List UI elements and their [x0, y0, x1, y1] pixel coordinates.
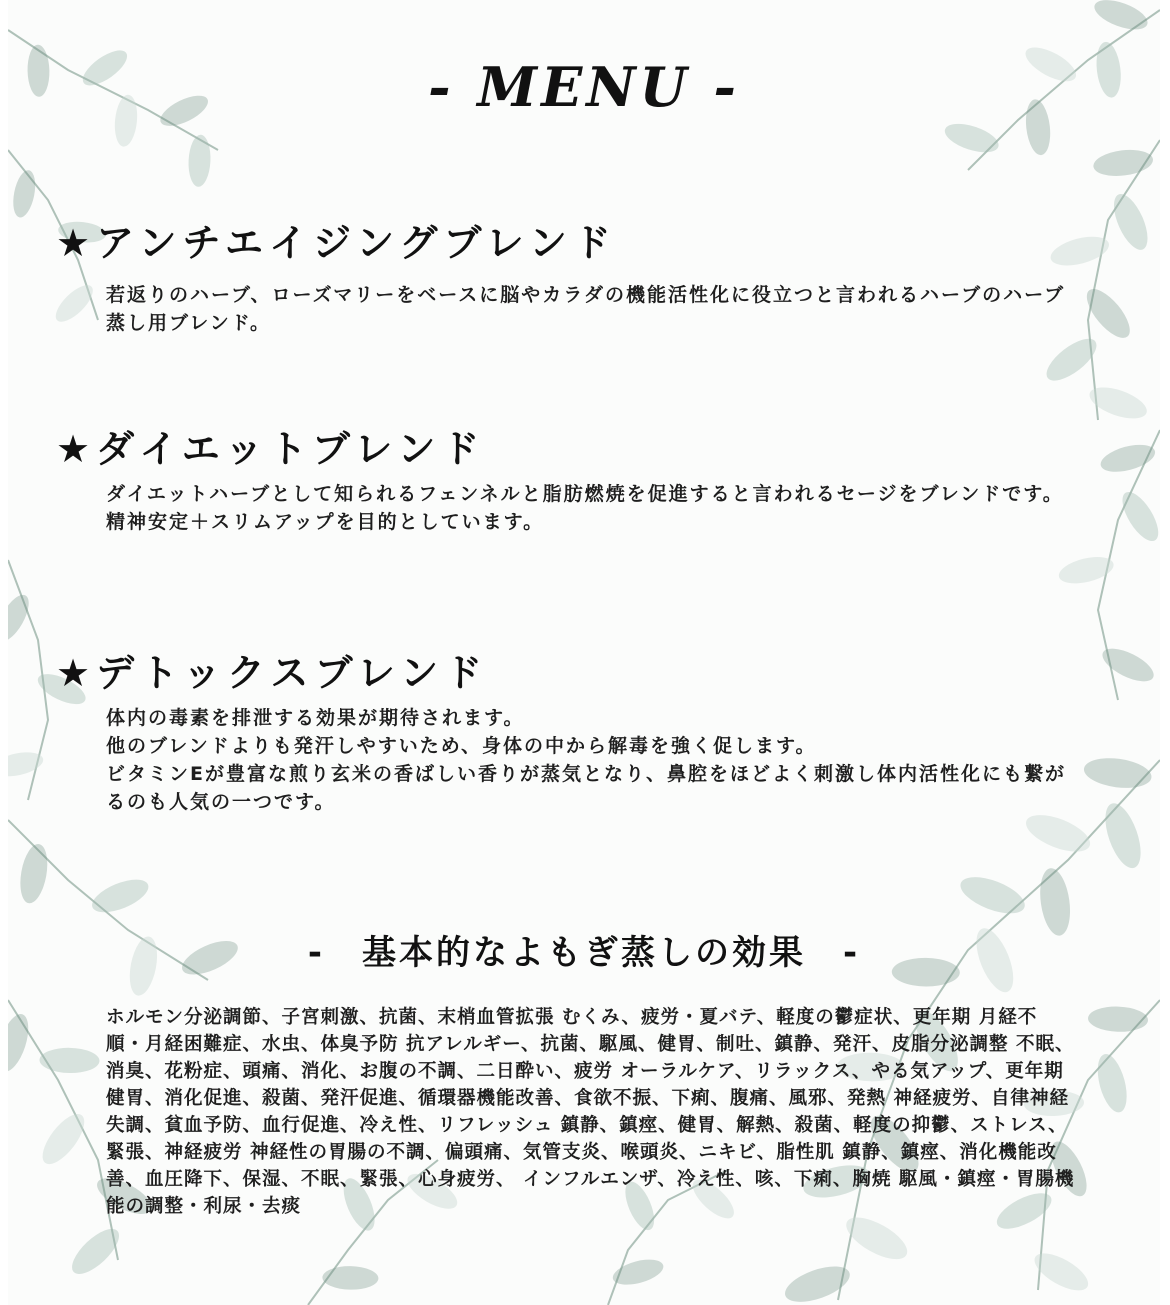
heading-diet-blend: ★ダイエットブレンド	[56, 427, 486, 471]
heading-anti-aging-blend: ★アンチエイジングブレンド	[56, 221, 617, 265]
leaf-shape	[10, 168, 39, 219]
leaf-shape	[610, 1255, 666, 1290]
description-detox-blend	[106, 704, 1076, 816]
leaf-shape	[50, 279, 98, 327]
leaf-shape	[1098, 440, 1158, 477]
description-line: 他のブレンドよりも発汗しやすいため、身体の中から解毒を強く促します。	[106, 735, 817, 757]
leaf-shape	[322, 1266, 378, 1291]
leaf-shape	[1029, 1246, 1094, 1298]
description-diet-blend	[106, 480, 1076, 536]
vine-stem	[8, 1000, 118, 1260]
heading-detox-blend: ★デトックスブレンド	[56, 651, 489, 695]
description-line: ダイエットハーブとして知られるフェンネルと脂肪燃焼を促進すると言われるセージをブレンドです。	[106, 483, 1064, 505]
description-line: ビタミンEが豊富な煎り玄米の香ばしい香りが蒸気となり、鼻腔をほどよく刺激し体内活性化にも繋がるのも人気の一つです。	[106, 763, 1066, 813]
leaf-shape	[1092, 1051, 1132, 1115]
heading-yomogi-steam-effects: - 基本的なよもぎ蒸しの効果 -	[307, 933, 861, 973]
leaf-shape	[941, 118, 1002, 158]
leaf-shape	[1056, 552, 1116, 588]
leaf-shape	[65, 1222, 126, 1281]
vine-stem	[8, 560, 48, 800]
leaf-shape	[39, 1047, 99, 1073]
leaf-shape	[1091, 0, 1152, 35]
leaf-shape	[1040, 331, 1103, 388]
leaf-shape	[8, 1010, 34, 1075]
description-line: 精神安定＋スリムアップを目的としています。	[106, 511, 545, 533]
leaf-shape	[1098, 799, 1148, 873]
yomogi-steam-effects-list: ホルモン分泌調節、子宮刺激、抗菌、末梢血管拡張 むくみ、疲労・夏バテ、軽度の鬱症状、更年期 月経不順・月経困難症、水虫、体臭予防 抗アレルギー、抗菌、駆風、健胃、制吐、鎮静、発汗、皮脂分泌調整 不眠、消臭、花粉症、頭痛、消化、お腹の不調、二日酔い、疲労 オーラルケア、リラックス、やる気アップ、更年期 健胃、消化促進、殺菌、発汗促進、循環器機能改善、食欲不振、下痢、腹痛、風邪、発熱 神経疲労、自律神経失調、貧血予防、血行促進、冷え性、リフレッシュ 鎮静、鎮痙、健胃、解熱、殺菌、軽度の抑鬱、ストレス、緊張、神経疲労 神経性の胃腸の不調、偏頭痛、気管支炎、喉頭炎、ニキビ、脂性肌 鎮静、鎮痙、消化機能改善、血圧降下、保湿、不眠、緊張、心身疲労、 インフルエンザ、冷え性、咳、下痢、胸焼 駆風・鎮痙・胃腸機能の調整・利尿・去痰	[106, 1007, 1075, 1217]
description-anti-aging-blend	[106, 281, 1076, 337]
leaf-shape	[1107, 189, 1154, 254]
leaf-shape	[1116, 487, 1160, 547]
description-line: 体内の毒素を排泄する効果が期待されます。	[106, 707, 525, 729]
leaf-shape	[956, 870, 1030, 921]
leaf-shape	[1048, 231, 1112, 271]
right-margin	[1160, 0, 1170, 1305]
menu-title: - MENU -	[428, 55, 740, 119]
vine-stem	[1088, 140, 1160, 420]
leaf-shape	[88, 873, 153, 919]
leaf-shape	[1086, 381, 1151, 425]
leaf-shape	[16, 842, 51, 905]
leaf-shape	[8, 590, 35, 646]
leaf-shape	[35, 1108, 91, 1171]
leaf-shape	[187, 134, 211, 187]
left-margin	[0, 0, 8, 1305]
leaf-shape	[781, 1259, 855, 1305]
description-line: 若返りのハーブ、ローズマリーをベースに脳やカラダの機能活性化に役立つと言われるハーブのハーブ蒸し用ブレンド。	[106, 284, 1066, 334]
leaf-shape	[1082, 754, 1153, 791]
leaf-shape	[1098, 642, 1159, 688]
leaf-shape	[1088, 1006, 1149, 1033]
leaf-shape	[8, 748, 45, 780]
menu-page	[8, 0, 1160, 1305]
leaf-shape	[1092, 147, 1155, 179]
vine-stem	[1098, 430, 1160, 700]
leaf-shape	[1079, 282, 1137, 344]
